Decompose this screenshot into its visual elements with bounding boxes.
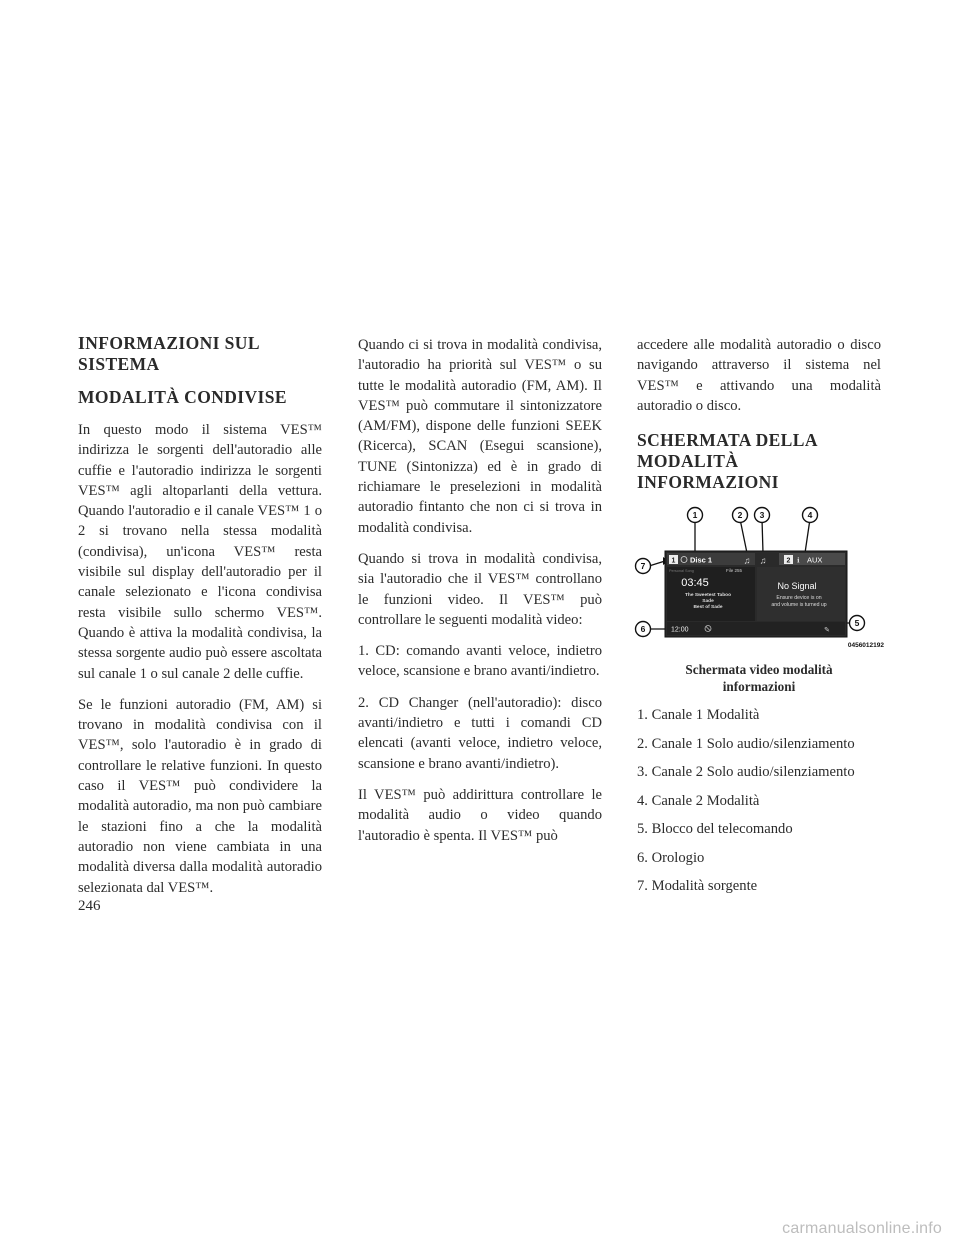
ensure-text-1: Ensure device is on (776, 595, 822, 602)
clock-display: 12:00 (671, 626, 689, 634)
callout-5: 5 (854, 618, 860, 629)
paragraph: Quando si trova in modalità condivisa, sia l'autoradio che il VES™ controllano le funzioni video. Il VES™ può controllare le seguenti modalità video: (358, 550, 602, 628)
page-number: 246 (78, 898, 101, 914)
paragraph: Se le funzioni autoradio (FM, AM) si trovano in modalità condivisa con il VES™, solo l'autoradio è in grado di controllare le relative funzioni. In questo caso il VES™ può condividere la modalità autoradio, ma non può cambiare le stazioni fino a che la modalità autoradio non viene cambiata in una modalità diversa dalla modalità autoradio selezionata dal VES™. (78, 696, 322, 896)
section-title-system-info: INFORMAZIONI SUL SISTEMA (78, 333, 259, 374)
artist-name: Sade (702, 599, 714, 605)
list-item: 1. Canale 1 Modalità (637, 707, 760, 724)
video-screen-diagram (629, 505, 891, 653)
ensure-text-2: and volume is turned up (771, 602, 827, 609)
no-signal-text: No Signal (777, 581, 817, 592)
list-item: 2. Canale 1 Solo audio/silenziamento (637, 735, 855, 752)
sub-label: Personal Song (669, 569, 694, 574)
paragraph: In questo modo il sistema VES™ indirizza le sorgenti dell'autoradio alle cuffie e l'autoradio indirizza le sorgenti VES™ agli altoparlanti della vettura. Quando l'autoradio e il canale VES™ 1 o 2 si trovano nella stessa modalità (condivisa), un'icona VES™ resta visibile sul display dell'autoradio per il canale selezionato e l'icona condivisa resta visibile sullo schermo VES™. Quando è attiva la modalità condivisa, la stessa sorgente audio può essere ascoltata sul canale 1 o sul canale 2 delle cuffie. (78, 422, 322, 682)
callout-1: 1 (692, 510, 698, 521)
channel-1-mode: Disc 1 (690, 555, 713, 565)
list-item: 3. Canale 2 Solo audio/silenziamento (637, 764, 855, 781)
paragraph: accedere alle modalità autoradio o disco navigando attraverso il sistema nel VES™ e attivando una modalità autoradio o disco. (637, 337, 881, 414)
headphone-mute-icon: ♫ (759, 555, 767, 566)
figure-caption: Schermata video modalità informazioni (685, 662, 833, 695)
track-time: 03:45 (681, 577, 709, 590)
section-title-shared-modes: MODALITÀ CONDIVISE (78, 387, 287, 407)
channel-1-number: 1 (671, 557, 676, 565)
list-item: 7. Modalità sorgente (637, 878, 758, 895)
album-name: Best of Sade (693, 605, 723, 611)
callout-2: 2 (737, 510, 743, 521)
paragraph: 2. CD Changer (nell'autoradio): disco avanti/indietro e tutti i comandi CD elencati (avanti veloce, indietro veloce, scansione e brano avanti/indietro). (358, 694, 602, 772)
footer-watermark: carmanualsonline.info (782, 1220, 942, 1237)
list-item: 5. Blocco del telecomando (637, 821, 793, 838)
column-3 (637, 335, 884, 905)
callout-4: 4 (807, 510, 813, 521)
legend-list (637, 705, 881, 896)
channel-2-mode: AUX (807, 555, 823, 565)
paragraph: Quando ci si trova in modalità condivisa, l'autoradio ha priorità sul VES™ o su tutte le modalità autoradio (FM, AM). Il VES™ può commutare il sintonizzatore (AM/FM), dispone delle funzioni SEEK (Ricerca), SCAN (Esegui scansione), TUNE (Sintonizza) ed è in grado di richiamare le preselezioni in modalità autoradio fintanto che non ci si trova in modalità condivisa. (358, 337, 602, 536)
channel-2-number: 2 (786, 557, 791, 565)
figure-info-screen (629, 505, 891, 653)
column-2 (358, 335, 602, 857)
remote-lock-icon: ✎ (824, 627, 830, 635)
aux-icon: ℹ (797, 557, 800, 565)
paragraph: 1. CD: comando avanti veloce, indietro veloce, scansione e brano avanti/indietro. (358, 643, 602, 680)
track-title: The Sweetest Taboo (684, 593, 732, 599)
list-item: 4. Canale 2 Modalità (637, 792, 760, 809)
headphone-mute-icon: ♫ (743, 555, 751, 566)
column-1 (78, 333, 322, 909)
callout-3: 3 (759, 510, 765, 521)
callout-6: 6 (640, 624, 646, 635)
paragraph: Il VES™ può addirittura controllare le modalità audio o video quando l'autoradio è spenta. Il VES™ può (358, 786, 602, 844)
section-title-info-screen: SCHERMATA DELLA MODALITÀ INFORMAZIONI (637, 430, 817, 493)
list-item: 6. Orologio (637, 849, 705, 866)
figure-code: 0456012192 (847, 642, 884, 650)
file-number: File 255 (725, 568, 742, 574)
callout-7: 7 (640, 561, 646, 572)
